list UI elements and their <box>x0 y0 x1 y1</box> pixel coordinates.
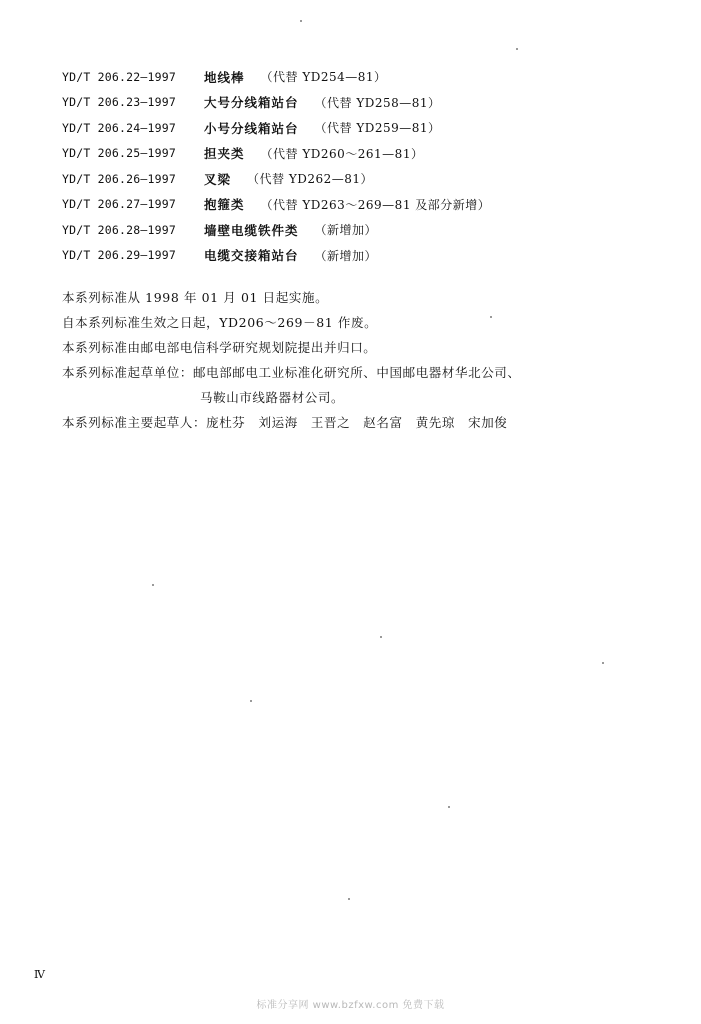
standard-note: （代替 YD262—81） <box>247 172 374 187</box>
drafters-line: 本系列标准主要起草人：庞杜芬 刘运海 王晋之 赵名富 黄先琼 宋加俊 <box>62 414 508 430</box>
proposer-line: 本系列标准由邮电部电信科学研究规划院提出并归口。 <box>62 339 377 355</box>
standard-row <box>62 90 622 116</box>
standard-title: 地线棒 <box>204 69 245 85</box>
standard-note: （代替 YD254—81） <box>260 70 387 85</box>
abolish-line: 自本系列标准生效之日起，YD206～269－81 作废。 <box>62 314 378 330</box>
standard-row <box>62 141 622 167</box>
scan-speck <box>250 700 252 702</box>
standard-title: 担夹类 <box>204 146 245 162</box>
standard-note: （代替 YD263～269—81 及部分新增） <box>260 197 491 212</box>
standard-row <box>62 64 622 90</box>
standard-code: YD/T 206.23—1997 <box>62 95 176 110</box>
standard-row <box>62 166 622 192</box>
standard-note: （代替 YD259—81） <box>314 121 441 136</box>
standard-note: （新增加） <box>314 248 378 263</box>
watermark-text: 标准分享网 www.bzfxw.com 免费下载 <box>256 1000 445 1011</box>
scan-speck <box>448 806 450 808</box>
scan-speck <box>348 898 350 900</box>
scan-speck <box>516 48 518 50</box>
standard-title: 电缆交接箱站台 <box>204 248 299 264</box>
standard-row <box>62 192 622 218</box>
effective-date-line: 本系列标准从 1998 年 01 月 01 日起实施。 <box>62 289 329 305</box>
standard-row <box>62 217 622 243</box>
standard-code: YD/T 206.29—1997 <box>62 248 176 263</box>
standard-code: YD/T 206.24—1997 <box>62 120 176 135</box>
scan-speck <box>380 636 382 638</box>
standard-title: 大号分线箱站台 <box>204 95 299 111</box>
standard-code: YD/T 206.28—1997 <box>62 222 176 237</box>
scan-speck <box>152 584 154 586</box>
drafting-units-line: 本系列标准起草单位：邮电部邮电工业标准化研究所、中国邮电器材华北公司、 <box>62 364 521 380</box>
drafting-units-continuation: 马鞍山市线路器材公司。 <box>200 389 345 405</box>
standard-code: YD/T 206.26—1997 <box>62 171 176 186</box>
series-info-block <box>62 284 662 434</box>
standard-note: （代替 YD260～261—81） <box>260 146 424 161</box>
standard-row <box>62 243 622 269</box>
standard-code: YD/T 206.22—1997 <box>62 69 176 84</box>
standard-title: 叉梁 <box>204 171 232 187</box>
scan-speck <box>300 20 302 22</box>
standard-row <box>62 115 622 141</box>
standard-title: 小号分线箱站台 <box>204 120 299 136</box>
page-number: Ⅳ <box>34 968 45 981</box>
standard-title: 墙壁电缆铁件类 <box>204 222 299 238</box>
standard-code: YD/T 206.27—1997 <box>62 197 176 212</box>
scan-speck <box>602 662 604 664</box>
standard-title: 抱箍类 <box>204 197 245 213</box>
standard-code: YD/T 206.25—1997 <box>62 146 176 161</box>
standards-list <box>62 64 622 268</box>
standard-note: （新增加） <box>314 223 378 238</box>
scan-speck <box>490 316 492 318</box>
standard-note: （代替 YD258—81） <box>314 95 441 110</box>
